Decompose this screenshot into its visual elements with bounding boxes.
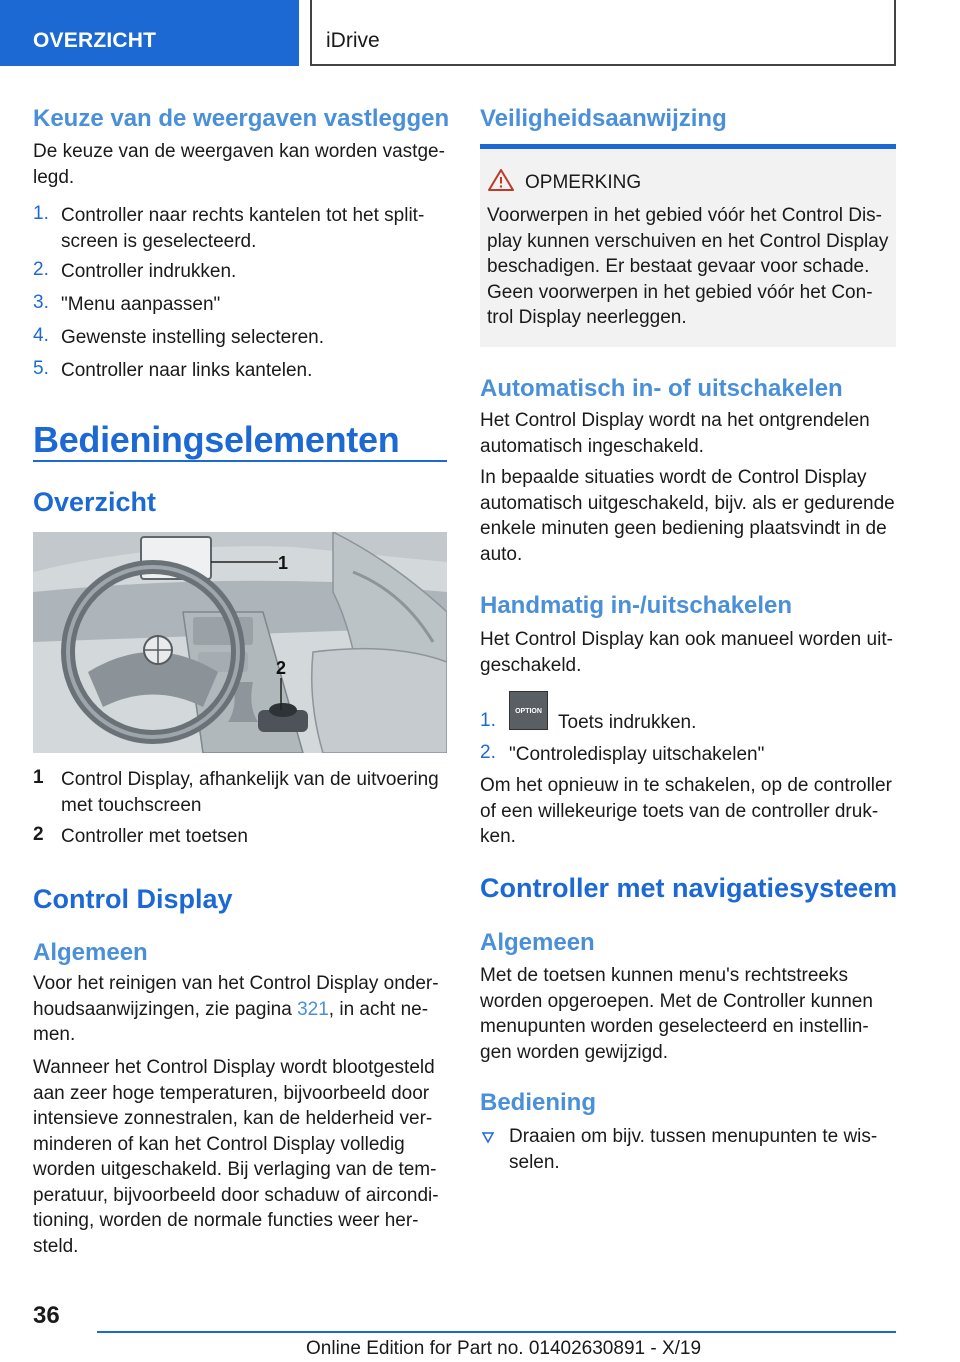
text-line: screen is geselecteerd. [61,230,257,252]
text-line: ken. [480,826,516,847]
text-line: selen. [509,1151,560,1173]
paragraph-auto-2 [480,465,895,567]
text-line: menupunten worden geselecteerd en instellin- [480,1016,869,1037]
note-box [480,149,896,347]
text-line [33,997,439,1023]
paragraph-auto-1 [480,408,870,459]
text-line: gen worden gewijzigd. [480,1041,669,1063]
text-line: tioning, worden de normale functies weer her- [33,1210,419,1231]
text-line: worden uitgeschakeld. Bij verlaging van de tem- [33,1159,437,1180]
heading-keuze: Keuze van de weergaven vastleggen [33,105,450,132]
text-line: Om het opnieuw in te schakelen, op de controller [480,775,892,796]
heading-control-display: Control Display [33,884,233,914]
page-link[interactable]: 321 [297,998,329,1020]
text-line: beschadigen. Er bestaat gevaar voor schade. [487,256,870,277]
text-line: enkele minuten geen bediening plaatsvindt in de [480,518,887,539]
step-number: 2. [33,259,49,280]
paragraph-algemeen-right [480,963,873,1065]
heading-algemeen-right: Algemeen [480,929,595,956]
heading-overzicht: Overzicht [33,487,157,517]
step-text: Controller naar links kantelen. [61,360,313,381]
step-text [61,203,424,254]
text-line: trol Display neerleggen. [487,307,687,328]
heading-algemeen: Algemeen [33,939,148,966]
svg-text:1: 1 [278,553,289,573]
text-line: Wanneer het Control Display wordt blootgesteld [33,1057,435,1078]
text-line: Controller naar rechts kantelen tot het split- [61,205,425,226]
text-line: legd. [33,166,75,188]
paragraph-hand [480,627,893,678]
note-title: OPMERKING [525,172,642,193]
chapter-label: iDrive [326,29,380,52]
text-line: worden opgeroepen. Met de Controller kunnen [480,990,873,1012]
text-line: auto. [480,543,523,565]
text-fragment: houdsaanwijzingen, zie pagina [33,998,298,1020]
paragraph-algemeen-1 [33,971,439,1048]
section-label: OVERZICHT [33,29,157,52]
text-line: steld. [33,1235,79,1257]
option-button-label: OPTION [515,708,542,715]
text-line: met touchscreen [61,794,202,816]
heading-bediening: Bediening [480,1089,597,1116]
step-text: Controller indrukken. [61,261,237,282]
text-line: men. [33,1024,76,1045]
text-line: peratuur, bijvoorbeeld door schaduw of aircondi- [33,1184,439,1206]
text-line: Het Control Display wordt na het ontgrendelen [480,410,870,431]
text-line: Draaien om bijv. tussen menupunten te wis- [509,1126,878,1147]
step-number: 5. [33,358,49,379]
text-line: De keuze van de weergaven kan worden vastge- [33,141,445,162]
text-line: In bepaalde situaties wordt de Control Display [480,467,867,488]
heading-rule [33,460,447,462]
page-number: 36 [33,1302,60,1329]
paragraph-algemeen-2 [33,1055,439,1259]
text-line: Voor het reinigen van het Control Display onder- [33,973,439,994]
text-line: intensieve zonnestralen, kan de helderheid ver- [33,1108,433,1129]
footer-edition: Online Edition for Part no. 01402630891 - X/19 [306,1338,702,1359]
text-line: minderen of kan het Control Display volledig [33,1133,405,1155]
text-line: play kunnen verschuiven en het Control Display [487,230,889,252]
svg-text:2: 2 [276,658,287,678]
legend-number: 1 [33,767,44,788]
step-number: 3. [33,292,49,313]
bullet-text [509,1124,877,1175]
text-line: automatisch uitgeschakeld, bijv. als er gedurende [480,492,895,514]
heading-handmatig: Handmatig in-/uitschakelen [480,592,793,619]
text-line: Met de toetsen kunnen menu's rechtstreeks [480,965,848,986]
text-line: Control Display, afhankelijk van de uitvoering [61,769,439,790]
text-line: geschakeld. [480,654,582,676]
cockpit-illustration [33,532,447,753]
legend-number: 2 [33,824,44,845]
step-text: "Menu aanpassen" [61,294,221,315]
heading-automatisch: Automatisch in- of uitschakelen [480,375,843,402]
heading-veiligheid: Veiligheidsaanwijzing [480,105,727,132]
text-line: Voorwerpen in het gebied vóór het Control Dis- [487,205,883,226]
triangle-bullet-icon [481,1130,495,1149]
text-fragment: , in acht ne- [328,998,429,1020]
chapter-box [310,0,896,66]
text-line: of een willekeurige toets van de controller druk- [480,800,879,822]
footer-rule [97,1331,896,1333]
step-number: 1. [480,710,496,731]
warning-triangle-icon [487,168,515,197]
paragraph-keuze [33,139,445,190]
section-tab [0,0,299,66]
heading-bedieningselementen: Bedieningselementen [33,419,400,460]
text-line: automatisch ingeschakeld. [480,435,704,457]
step-number: 1. [33,203,49,224]
heading-controller-navigatie: Controller met navigatiesysteem [480,873,898,903]
step-number: 2. [480,742,496,763]
text-line: Geen voorwerpen in het gebied vóór het Con- [487,281,873,303]
legend-text: Controller met toetsen [61,826,248,847]
text-line: Het Control Display kan ook manueel worden uit- [480,629,893,650]
step-number: 4. [33,325,49,346]
legend-text [61,767,439,818]
step-text: Toets indrukken. [558,712,697,733]
option-button-icon [509,691,548,730]
paragraph-hand-2 [480,773,892,850]
note-text [487,203,888,331]
text-line: aan zeer hoge temperaturen, bijvoorbeeld door [33,1082,430,1104]
step-text: Gewenste instelling selecteren. [61,327,324,348]
step-text: "Controledisplay uitschakelen" [509,744,765,765]
